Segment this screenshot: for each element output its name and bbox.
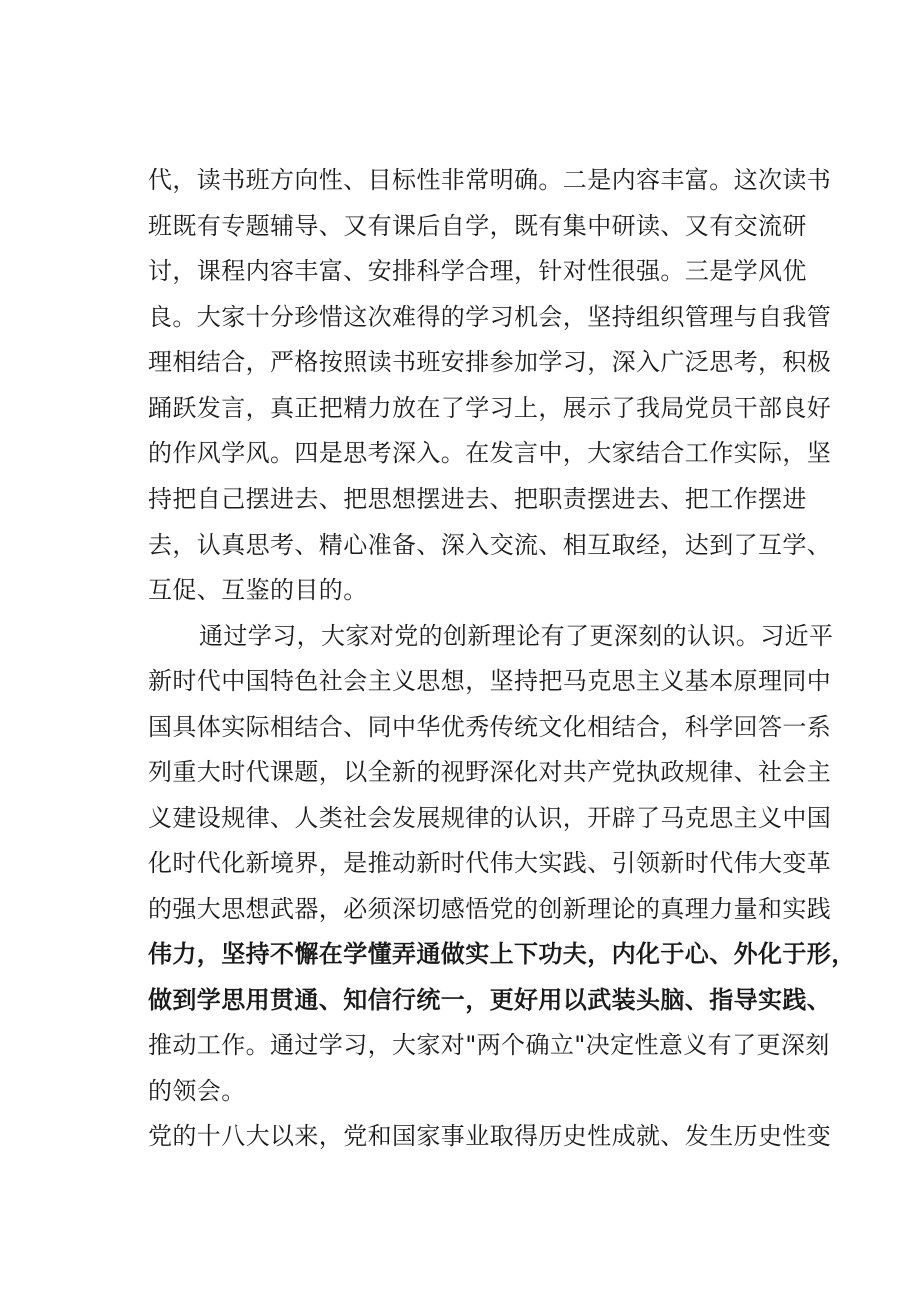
text-line: 踊跃发言，真正把精力放在了学习上，展示了我局党员干部良好	[148, 394, 832, 422]
text-line: 国具体实际相结合、同中华优秀传统文化相结合，科学回答一系	[148, 713, 832, 741]
text-line: 的作风学风。四是思考深入。在发言中，大家结合工作实际，坚	[148, 439, 832, 467]
text-line: 的领会。	[148, 1077, 246, 1105]
text-line: 去，认真思考、精心准备、深入交流、相互取经，达到了互学、	[148, 531, 832, 559]
text-line: 做到学思用贯通、知信行统一，更好用以武装头脑、指导实践、	[148, 986, 832, 1014]
text-line: 列重大时代课题，以全新的视野深化对共产党执政规律、社会主	[148, 758, 832, 786]
text-line: 党的十八大以来，党和国家事业取得历史性成就、发生历史性变	[148, 1122, 832, 1150]
text-line: 持把自己摆进去、把思想摆进去、把职责摆进去、把工作摆进	[148, 485, 807, 513]
text-line: 互促、互鉴的目的。	[148, 576, 368, 604]
text-line: 班既有专题辅导、又有课后自学，既有集中研读、又有交流研	[148, 212, 807, 240]
text-line: 良。大家十分珍惜这次难得的学习机会，坚持组织管理与自我管	[148, 303, 832, 331]
text-line: 代，读书班方向性、目标性非常明确。二是内容丰富。这次读书	[148, 166, 832, 194]
paragraph-first-line: 通过学习，大家对党的创新理论有了更深刻的认识。习近平	[199, 622, 834, 650]
text-line: 讨，课程内容丰富、安排科学合理，针对性很强。三是学风优	[148, 257, 807, 285]
text-line: 理相结合，严格按照读书班安排参加学习，深入广泛思考，积极	[148, 348, 832, 376]
text-line: 化时代化新境界，是推动新时代伟大实践、引领新时代伟大变革	[148, 849, 832, 877]
text-line: 的强大思想武器，必须深切感悟党的创新理论的真理力量和实践	[148, 895, 832, 923]
text-line: 新时代中国特色社会主义思想，坚持把马克思主义基本原理同中	[148, 667, 832, 695]
text-line: 推动工作。通过学习，大家对"两个确立"决定性意义有了更深刻	[148, 1031, 830, 1059]
text-line: 义建设规律、人类社会发展规律的认识，开辟了马克思主义中国	[148, 804, 832, 832]
text-line: 伟力，坚持不懈在学懂弄通做实上下功夫，内化于心、外化于形，	[148, 940, 856, 968]
